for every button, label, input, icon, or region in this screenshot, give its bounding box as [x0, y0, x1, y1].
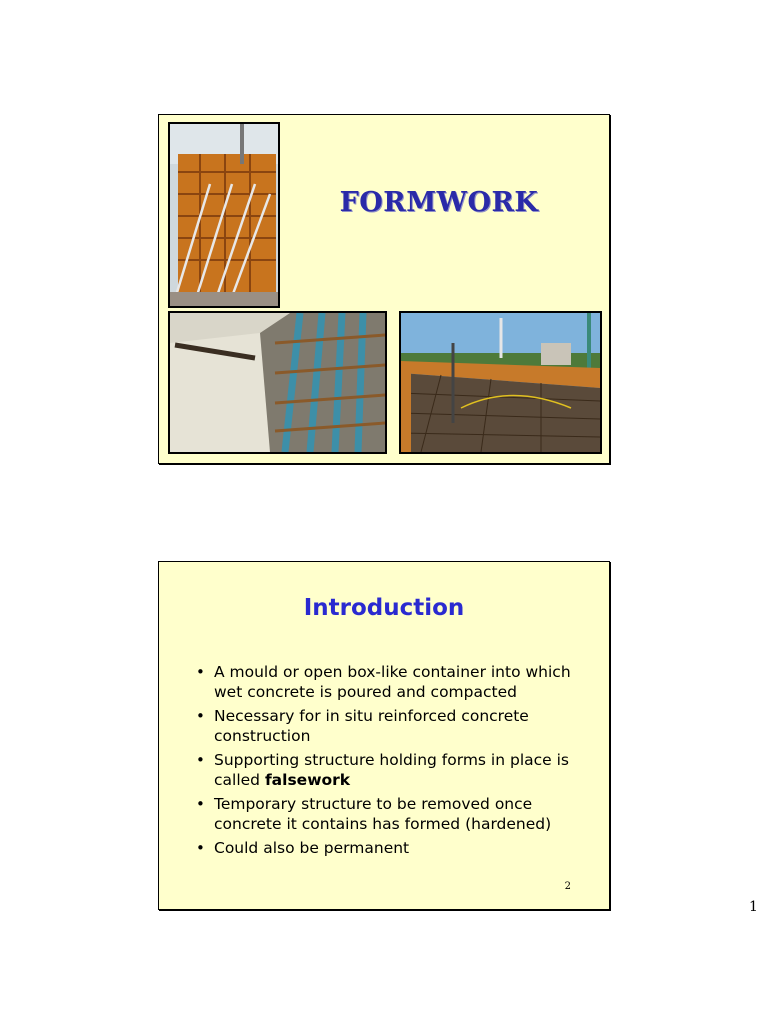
slide-title: FORMWORK — [339, 187, 539, 218]
bold-term: falsework — [264, 771, 351, 789]
list-item: • Could also be permanent — [193, 838, 593, 858]
bullet-list — [193, 662, 593, 862]
formwork-wall-photo — [168, 122, 280, 308]
list-item — [193, 750, 593, 790]
page-number: 1 — [749, 899, 758, 915]
list-item: • A mould or open box-like container into which wet concrete is poured and compacted — [193, 662, 593, 702]
list-item-text: Supporting structure holding forms in place is called — [214, 751, 569, 789]
slide-number: 2 — [564, 881, 571, 892]
slide-formwork — [158, 114, 610, 464]
list-item: • Temporary structure to be removed once concrete it contains has formed (hardened) — [193, 794, 593, 834]
list-item: • Necessary for in situ reinforced concrete construction — [193, 706, 593, 746]
slide-introduction — [158, 561, 610, 910]
site-slab-photo — [399, 311, 602, 454]
rebar-cage-photo — [168, 311, 387, 454]
slide-title: Introduction — [303, 595, 465, 621]
